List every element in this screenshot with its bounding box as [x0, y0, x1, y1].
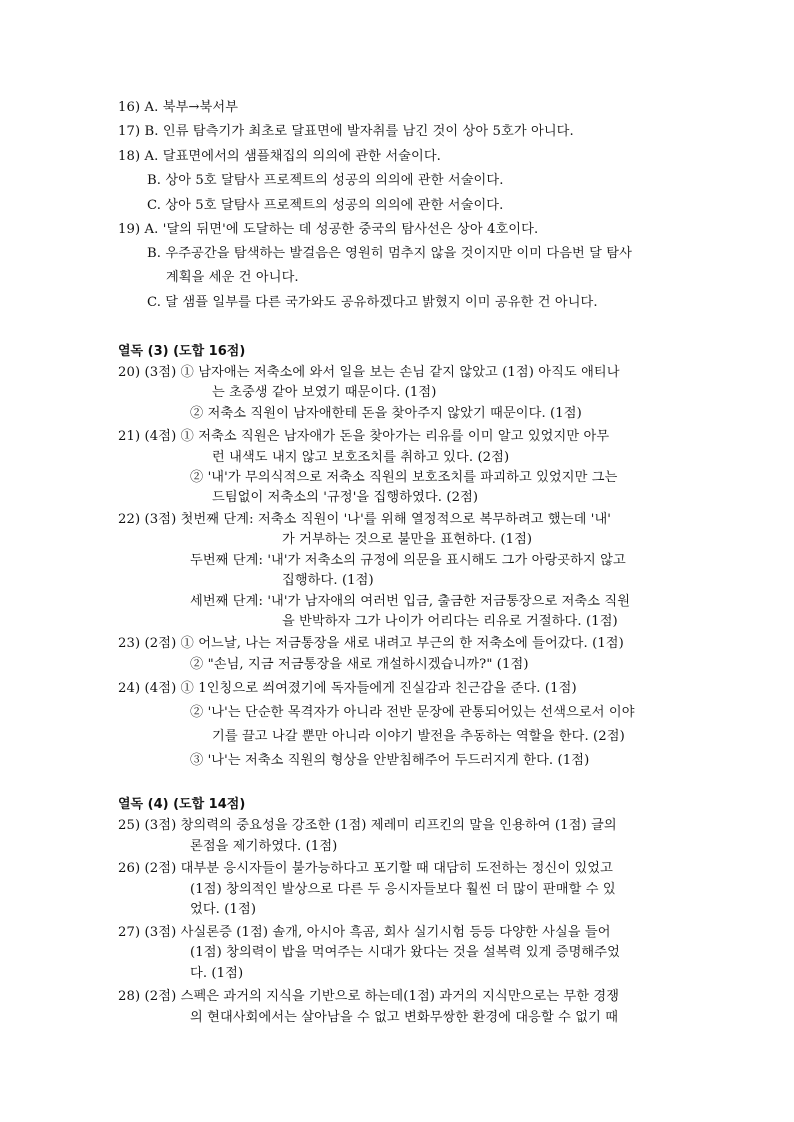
- answer-28-cont: 의 현대사회에서는 살아남을 수 없고 변화무쌍한 환경에 대응할 수 없기 때: [190, 1010, 619, 1025]
- answer-22-stage-1-cont: 가 거부하는 것으로 불만을 표현하다. (1점): [282, 532, 533, 547]
- answer-26-cont-2: 었다. (1점): [190, 902, 257, 917]
- answer-24-2-cont: 기를 끌고 나갈 뿐만 아니라 이야기 발전을 추동하는 역할을 한다. (2점): [212, 729, 625, 744]
- answer-23-1: 23) (2점) ① 어느날, 나는 저금통장을 새로 내려고 부근의 한 저축소에 들어갔다. (1점): [118, 636, 624, 651]
- answer-24-1: 24) (4점) ① 1인칭으로 씌여졌기에 독자들에게 진실감과 친근감을 준다. (1점): [118, 681, 577, 696]
- section-4-heading: 열독 (4) (도합 14점): [118, 797, 246, 812]
- answer-21-1: 21) (4점) ① 저축소 직원은 남자애가 돈을 찾아가는 리유를 이미 알고 있었지만 아무: [118, 429, 610, 444]
- answer-21-2-cont: 드팀없이 저축소의 '규정'을 집행하였다. (2점): [212, 490, 479, 505]
- answer-16-a: 16) A. 북부→북서부: [118, 100, 239, 115]
- answer-27-cont-1: (1점) 창의력이 밥을 먹여주는 시대가 왔다는 것을 설복력 있게 증명해주었: [190, 945, 620, 960]
- answer-26-cont-1: (1점) 창의적인 발상으로 다른 두 응시자들보다 훨씬 더 많이 판매할 수 있: [190, 882, 616, 897]
- answer-21-2: ② '내'가 무의식적으로 저축소 직원의 보호조치를 파괴하고 있었지만 그는: [190, 470, 618, 485]
- answer-19-b-cont: 계획을 세운 건 아니다.: [166, 270, 299, 285]
- answer-22-stage-3-cont: 을 반박하자 그가 나이가 어리다는 리유로 거절하다. (1점): [282, 614, 618, 629]
- answer-27-cont-2: 다. (1점): [190, 966, 244, 981]
- answer-25-cont: 론점을 제기하였다. (1점): [190, 839, 338, 854]
- answer-21-1-cont: 런 내색도 내지 않고 보호조치를 취하고 있다. (2점): [212, 450, 510, 465]
- answer-26: 26) (2점) 대부분 응시자들이 불가능하다고 포기할 때 대담히 도전하는 정신이 있었고: [118, 861, 613, 876]
- answer-19-b: B. 우주공간을 탐색하는 발걸음은 영원히 멈추지 않을 것이지만 이미 다음번 달 탐사: [147, 246, 632, 261]
- answer-19-a: 19) A. '달의 뒤면'에 도달하는 데 성공한 중국의 탐사선은 상아 4호이다.: [118, 222, 539, 237]
- section-3-heading: 열독 (3) (도합 16점): [118, 344, 246, 359]
- answer-22-stage-2-cont: 집행하다. (1점): [282, 573, 374, 588]
- answer-18-a: 18) A. 달표면에서의 샘플채집의 의의에 관한 서술이다.: [118, 149, 441, 164]
- answer-28: 28) (2점) 스펙은 과거의 지식을 기반으로 하는데(1점) 과거의 지식만으로는 무한 경쟁: [118, 989, 620, 1004]
- answer-20-2: ② 저축소 직원이 남자애한테 돈을 찾아주지 않았기 때문이다. (1점): [190, 406, 582, 421]
- answer-22-stage-3: 세번째 단계: '내'가 남자애의 여러번 입금, 출금한 저금통장으로 저축소 직원: [190, 594, 631, 609]
- answer-19-c: C. 달 샘플 일부를 다른 국가와도 공유하겠다고 밝혔지 이미 공유한 건 아니다.: [147, 295, 598, 310]
- answer-17-b: 17) B. 인류 탐측기가 최초로 달표면에 발자취를 남긴 것이 상아 5호가 아니다.: [118, 124, 574, 139]
- answer-20-1: 20) (3점) ① 남자애는 저축소에 와서 일을 보는 손님 같지 않았고 (1점) 아직도 애티나: [118, 365, 620, 380]
- answer-18-c: C. 상아 5호 달탐사 프로젝트의 성공의 의의에 관한 서술이다.: [147, 198, 504, 213]
- answer-23-2: ② "손님, 지금 저금통장을 새로 개설하시겠습니까?" (1점): [190, 657, 529, 672]
- answer-20-1-cont: 는 초중생 같아 보였기 때문이다. (1점): [212, 385, 437, 400]
- answer-22-stage-2: 두번째 단계: '내'가 저축소의 규정에 의문을 표시해도 그가 아랑곳하지 않고: [190, 553, 626, 568]
- answer-24-2: ② '나'는 단순한 목격자가 아니라 전반 문장에 관통되어있는 선색으로서 이야: [190, 705, 635, 720]
- answer-27: 27) (3점) 사실론증 (1점) 솔개, 아시아 흑곰, 회사 실기시험 등등 다양한 사실을 들어: [118, 925, 611, 940]
- answer-25: 25) (3점) 창의력의 중요성을 강조한 (1점) 제레미 리프킨의 말을 인용하여 (1점) 글의: [118, 818, 617, 833]
- answer-22-stage-1: 22) (3점) 첫번째 단계: 저축소 직원이 '나'를 위해 열정적으로 복무하려고 했는데 '내': [118, 512, 612, 527]
- answer-24-3: ③ '나'는 저축소 직원의 형상을 안받침해주어 두드러지게 한다. (1점): [190, 753, 590, 768]
- answer-18-b: B. 상아 5호 달탐사 프로젝트의 성공의 의의에 관한 서술이다.: [147, 173, 504, 188]
